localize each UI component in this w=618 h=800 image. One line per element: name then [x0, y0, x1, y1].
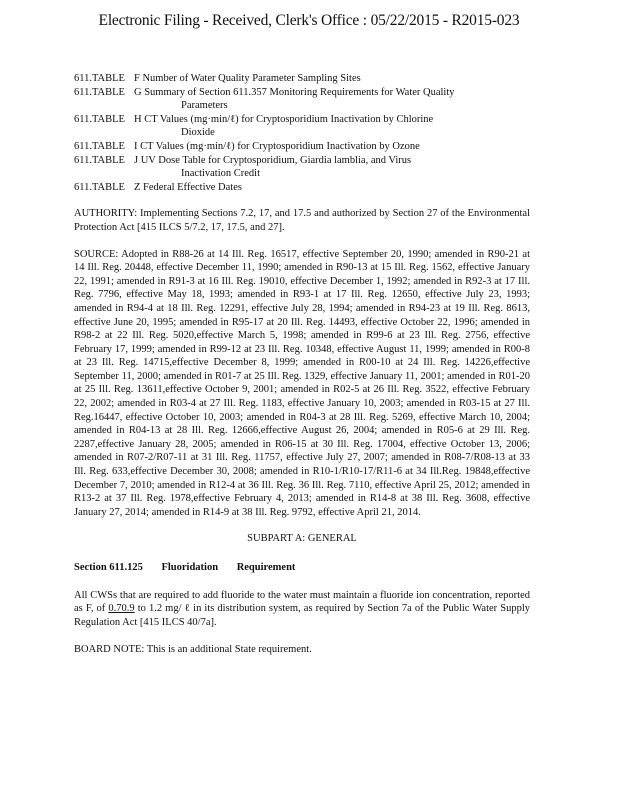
- table-code: 611.TABLE: [74, 140, 125, 152]
- document-body: [74, 72, 530, 657]
- fluoride-concentration-value: 0.70.9: [108, 603, 135, 615]
- table-description: G Summary of Section 611.357 Monitoring Requirements for Water Quality: [134, 86, 455, 98]
- table-description-continued: Inactivation Credit: [181, 168, 261, 180]
- filing-header: Electronic Filing - Received, Clerk's Office : 05/22/2015 - R2015-023: [98, 12, 520, 29]
- table-code: 611.TABLE: [74, 73, 125, 84]
- section-number: Section 611.125: [74, 562, 143, 573]
- table-description: F Number of Water Quality Parameter Sampling Sites: [134, 73, 361, 84]
- table-description-continued: Dioxide: [181, 127, 215, 139]
- table-description: H CT Values (mg·min/ℓ) for Cryptosporidium Inactivation by Chlorine: [134, 113, 434, 125]
- authority-paragraph: AUTHORITY: Implementing Sections 7.2, 17, and 17.5 and authorized by Section 27 of the Environmental Protection Act [415 ILCS 5/7.2, 17, 17.5, and 27].: [74, 208, 530, 233]
- table-entry-h: [74, 113, 530, 127]
- section-heading: [74, 561, 530, 575]
- subpart-heading: SUBPART A: GENERAL: [247, 533, 357, 545]
- fluoridation-paragraph: [74, 589, 530, 630]
- table-code: 611.TABLE: [74, 154, 125, 166]
- section-title-word-1: Fluoridation: [161, 562, 219, 573]
- table-code: 611.TABLE: [74, 113, 125, 125]
- table-description: J UV Dose Table for Cryptosporidium, Giardia lamblia, and Virus: [134, 154, 412, 166]
- table-description-continued: Parameters: [181, 100, 228, 112]
- table-description: Z Federal Effective Dates: [134, 181, 242, 193]
- table-code: 611.TABLE: [74, 86, 125, 98]
- board-note: BOARD NOTE: This is an additional State requirement.: [74, 644, 312, 656]
- table-entry-z: [74, 181, 530, 195]
- source-paragraph: SOURCE: Adopted in R88-26 at 14 Ill. Reg. 16517, effective September 20, 1990; amended in R90-21 at 14 Ill. Reg. 20448, effective December 11, 1990; amended in R90-13 at 15 Ill. Reg. 1562, effective January 22, 1991; amended in R91-3 at 16 Ill. Reg. 19010, effective December 1, 1992; amended in R92-3 at 17 Ill. Reg. 7796, effective May 18, 1993; amended in R93-1 at 17 Ill. Reg. 12650, effective July 23, 1993; amended in R94-4 at 18 Ill. Reg. 12291, effective July 28, 1994; amended in R94-23 at 19 Ill. Reg. 8613, effective June 20, 1995; amended in R95-17 at 20 Ill. Reg. 14493, effective October 22, 1996; amended in R98-2 at 22 Ill. Reg. 5020,effective March 5, 1998; amended in R99-6 at 23 Ill. Reg. 2756, effective February 17, 1999; amended in R99-12 at 23 Ill. Reg. 10348, effective August 11, 1999; amended in R00-8 at 23 Ill. Reg. 14715,effective December 8, 1999; amended in R00-10 at 24 Ill. Reg. 14226,effective September 11, 2000; amended in R01-7 at 25 Ill. Reg. 1329, effective January 11, 2001; amended in R01-20 at 25 Ill. Reg. 13611,effective October 9, 2001; amended in R02-5 at 26 Ill. Reg. 3522, effective February 22, 2002; amended in R03-4 at 27 Ill. Reg. 1183, effective January 10, 2003; amended in R03-15 at 27 Ill. Reg.16447, effective October 10, 2003; amended in R04-3 at 28 Ill. Reg. 5269, effective March 10, 2004; amended in R04-13 at 28 Ill. Reg. 12666,effective August 26, 2004; amended in R05-6 at 29 Ill. Reg. 2287,effective January 28, 2005; amended in R06-15 at 30 Ill. Reg. 17004, effective October 13, 2006; amended in R07-2/R07-11 at 31 Ill. Reg. 11757, effective July 27, 2007; amended in R08-7/R08-13 at 33 Ill. Reg. 633,effective December 30, 2008; amended in R10-1/R10-17/R11-6 at 34 Ill.Reg. 19848,effective December 7, 2010; amended in R12-4 at 36 Ill. Reg. 36 Ill. Reg. 7110, effective April 25, 2012; amended in R13-2 at 37 Ill. Reg. 1978,effective February 4, 2013; amended in R14-8 at 38 Ill. Reg. 3608, effective January 27, 2014; amended in R14-9 at 38 Ill. Reg. 9792, effective April 21, 2014.: [74, 248, 530, 518]
- table-list: [74, 72, 530, 194]
- table-entry-j: [74, 154, 530, 168]
- table-description: I CT Values (mg·min/ℓ) for Cryptosporidium Inactivation by Ozone: [134, 140, 420, 152]
- table-entry-f: [74, 72, 530, 86]
- table-entry-g: [74, 86, 530, 100]
- section-title-word-2: Requirement: [236, 562, 296, 573]
- table-entry-i: [74, 140, 530, 154]
- fluoride-text-after: to 1.2 mg/ ℓ in its distribution system, as required by Section 7a of the Public Water Supply Regulation Act [415 ILCS 40/7a].: [74, 603, 530, 628]
- table-code: 611.TABLE: [74, 181, 125, 193]
- fluoride-text-before: All CWSs that are required to add fluoride to the water must maintain a fluoride ion concentration, reported as F, of: [74, 589, 530, 615]
